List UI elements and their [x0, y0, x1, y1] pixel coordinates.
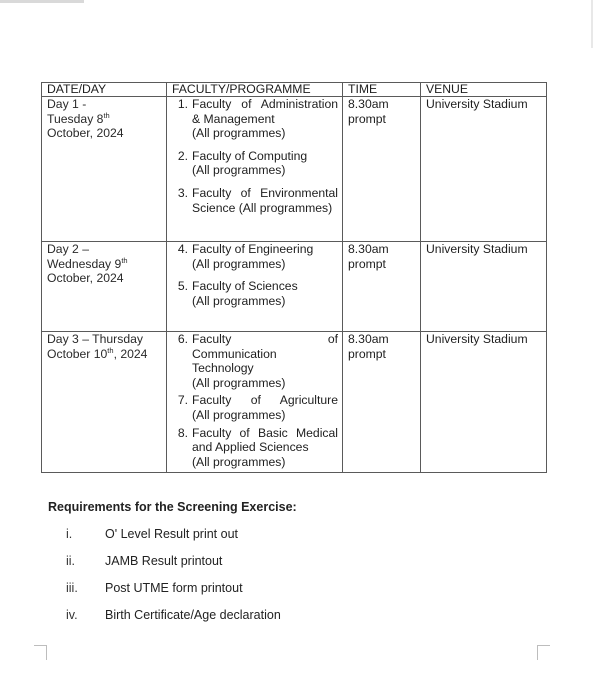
- faculty-cell: [167, 97, 343, 242]
- table-header-row: [42, 83, 547, 97]
- top-edge-bar: [0, 0, 84, 3]
- screening-schedule-table: [41, 82, 547, 473]
- venue-cell: University Stadium: [421, 242, 547, 332]
- header-venue: VENUE: [421, 83, 547, 97]
- header-faculty-programme: FACULTY/PROGRAMME: [167, 83, 343, 97]
- faculty-item: 8. Faculty of Basic Medical and Applied Sciences (All programmes): [177, 425, 338, 469]
- faculty-item: 1. Faculty of Administration & Management (All programmes): [177, 97, 338, 141]
- table-row-day-2: [42, 242, 547, 332]
- venue-cell: University Stadium: [421, 97, 547, 242]
- date-cell: Day 3 – Thursday October 10th, 2024: [42, 332, 167, 473]
- header-date-day: DATE/DAY: [42, 83, 167, 97]
- date-cell: Day 1 - Tuesday 8th October, 2024: [42, 97, 167, 242]
- requirements-heading: Requirements for the Screening Exercise:: [48, 500, 297, 514]
- requirement-item: iv. Birth Certificate/Age declaration: [66, 608, 281, 622]
- time-cell: 8.30am prompt: [343, 332, 421, 473]
- time-cell: 8.30am prompt: [343, 242, 421, 332]
- requirement-item: iii. Post UTME form printout: [66, 581, 243, 595]
- table-row-day-1: [42, 97, 547, 242]
- faculty-item: 6. Faculty of Communication Technology (All programmes): [177, 332, 338, 390]
- faculty-item: 5. Faculty of Sciences (All programmes): [177, 279, 298, 308]
- page-corner-mark-left: [34, 645, 47, 660]
- page-corner-mark-right: [537, 645, 550, 660]
- table-row-day-3: [42, 332, 547, 473]
- requirement-item: ii. JAMB Result printout: [66, 554, 223, 568]
- faculty-item: 4. Faculty of Engineering (All programmes): [177, 242, 314, 271]
- faculty-cell: [167, 242, 343, 332]
- faculty-item: 7. Faculty of Agriculture (All programmes): [177, 393, 338, 422]
- header-time: TIME: [343, 83, 421, 97]
- faculty-item: 3. Faculty of Environmental Science (All programmes): [177, 185, 338, 215]
- date-cell: Day 2 – Wednesday 9th October, 2024: [42, 242, 167, 332]
- faculty-item: 2. Faculty of Computing (All programmes): [177, 148, 308, 178]
- time-cell: 8.30am prompt: [343, 97, 421, 242]
- faculty-cell: [167, 332, 343, 473]
- right-edge-shadow: [591, 0, 593, 48]
- venue-cell: University Stadium: [421, 332, 547, 473]
- requirement-item: i. O' Level Result print out: [66, 527, 239, 541]
